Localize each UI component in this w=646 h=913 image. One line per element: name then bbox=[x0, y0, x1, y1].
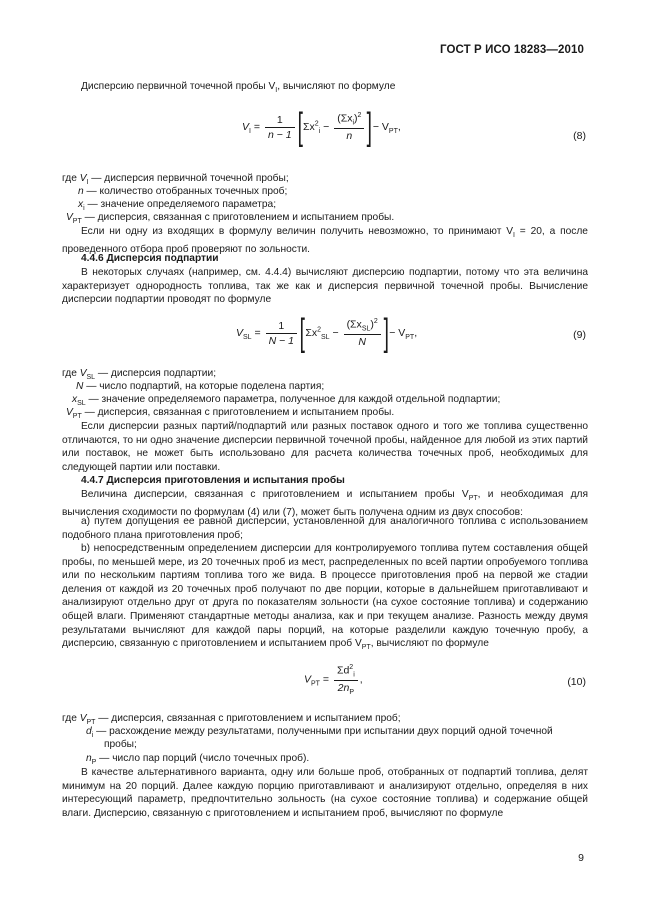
definition-row: где $V_I$ — дисперсия первичной точечной пробы; bbox=[62, 173, 289, 187]
paragraph-option-a: а) путем допущения ее равной дисперсии, установленной для аналогичного топлива с использованием подобного плана приготовления проб; bbox=[62, 516, 588, 541]
paragraph-subbatch-variance: В некоторых случаях (например, см. 4.4.4) вычисляют дисперсию подпартии, потому что эта величина характеризует однородность топлива, так же как и дисперсия первичной точечной пробы. Вычисление дисперсии подпартии проводят по формуле bbox=[62, 267, 588, 306]
equation-8-number: (8) bbox=[573, 130, 586, 142]
definition-row: $n_P$ — число пар порций (число точечных проб). bbox=[86, 753, 310, 767]
definition-row: $V_{PT}$ — дисперсия, связанная с приготовлением и испытанием пробы. bbox=[66, 212, 395, 226]
paragraph-option-b: b) непосредственным определением дисперсии для контролируемого топлива путем составления общей пробы, по меньшей мере, из 20 точечных проб из мест, распределенных по всей партии опробуемого топлива или по нескольким партиям топлива того же вида. В процессе приготовления проб на первой же стадии деления от каждой из 20 точечных проб получают по две порции, которые в дальнейшем приготавливают и анализируют отдельно друг от друга по показателям зольности (на сухое состояние топлива) и содержанию общей влаги. Применяют стандартные методы анализа, как и при текущем анализе. Разность между двумя результатами вычисляют для каждой пары порций, на которые разделили каждую точечную пробу, а дисперсию, связанную с приготовлением и испытанием проб $V_{PT}$, вычисляют по формуле bbox=[62, 543, 588, 652]
definition-row: где $V_{SL}$ — дисперсия подпартии; bbox=[62, 368, 217, 382]
paragraph-sampling-default: Если ни одну из входящих в формулу величин получить невозможно, то принимают $V_I = 20$, а после проведенного отбора проб проверяют по зольности. bbox=[62, 226, 588, 255]
standard-code-header: ГОСТ Р ИСО 18283—2010 bbox=[439, 44, 584, 56]
equation-9: $V_{SL}$ = $\frac{1}{N - 1}$ [ $\Sigma x^2_{SL}$ − $\frac{(\Sigma x_{SL})^2}{N}$ ] − $V_{PT}$, bbox=[236, 312, 418, 354]
paragraph-alternative: В качестве альтернативного варианта, одну или больше проб, отобранных от подпартий топлива, делят минимум на 20 порций. Далее каждую порцию приготавливают и анализируют отдельно, определяя в них интересующий параметр, предпочтительно зольность (на сухое состояние топлива) и содержание общей влаги. Дисперсию, связанную с приготовлением и испытанием проб, вычисляют по формуле bbox=[62, 767, 588, 819]
intro-paragraph: Дисперсию первичной точечной пробы $V_I$, вычисляют по формуле bbox=[81, 81, 396, 95]
definition-row: $x_{SL}$ — значение определяемого параметра, полученное для каждой отдельной подпартии; bbox=[72, 394, 501, 408]
paragraph-batch-differences: Если дисперсии разных партий/подпартий или разных поставок одного и того же топлива существенно отличаются, то ни одно значение дисперсии первичной точечной пробы, найденное для любой из этих партий или поставок, не может быть использовано для расчета количества точечных проб, необходимых для следующей партии или поставки. bbox=[62, 421, 588, 473]
definition-row: где $V_{PT}$ — дисперсия, связанная с приготовлением и испытанием проб; bbox=[62, 713, 401, 727]
definition-row: $x_i$ — значение определяемого параметра; bbox=[78, 199, 277, 213]
paragraph-preparation-variance: Величина дисперсии, связанная с приготовлением и испытанием пробы $V_{PT}$, и необходимая для вычисления сходимости по формулам (4) или (7), может быть получена одним из двух способов: bbox=[62, 489, 588, 518]
definition-row: пробы; bbox=[104, 739, 137, 750]
section-heading-4-4-7: 4.4.7 Дисперсия приготовления и испытания пробы bbox=[81, 475, 345, 486]
definition-row: n — количество отобранных точечных проб; bbox=[78, 186, 288, 197]
definition-row: $V_{PT}$ — дисперсия, связанная с приготовлением и испытанием пробы. bbox=[66, 407, 395, 421]
section-heading-4-4-6: 4.4.6 Дисперсия подпартии bbox=[81, 253, 219, 264]
equation-10-number: (10) bbox=[567, 676, 586, 688]
definition-row: N — число подпартий, на которые поделена партия; bbox=[76, 381, 325, 392]
equation-8: $V_I$ = $\frac{1}{n - 1}$ [ $\Sigma x^2_i$ − $\frac{(\Sigma x_i)^2}{n}$ ] − $V_{PT}$, bbox=[242, 106, 401, 148]
equation-9-number: (9) bbox=[573, 329, 586, 341]
equation-10: $V_{PT}$ = $\frac{\Sigma d^2_i}{2n_P}$ , bbox=[304, 664, 363, 696]
page-number: 9 bbox=[578, 852, 584, 864]
definition-row: $d_i$ — расхождение между результатами, полученными при испытании двух порций одной точечной bbox=[86, 726, 553, 740]
